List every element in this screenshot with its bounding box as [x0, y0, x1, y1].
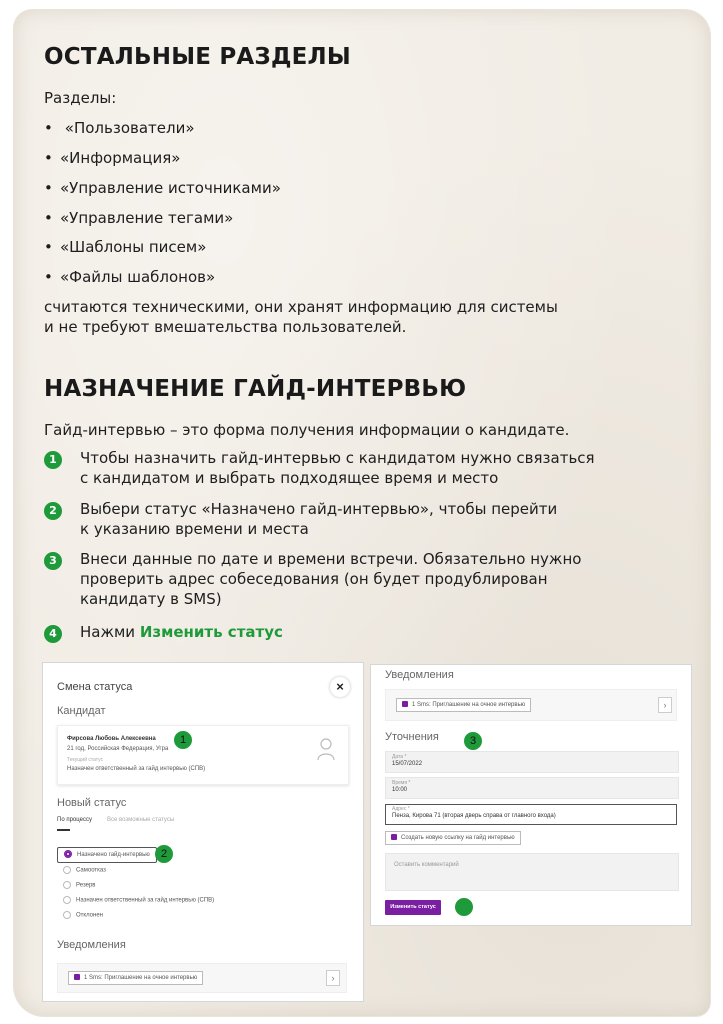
option-label: Резерв [76, 882, 96, 889]
radio-icon [63, 911, 71, 919]
notifications-panel [385, 689, 677, 721]
marker-badge: 4 [455, 898, 473, 916]
step-text: Чтобы назначить гайд-интервью с кандидатом нужно связаться с кандидатом и выбрать подходящее время и место [80, 449, 595, 487]
time-label: Время * [392, 780, 411, 786]
checkbox-label: Создать новую ссылку на гайд интервью [401, 835, 515, 841]
note-line-2: и не требуют вмешательства пользователей. [44, 318, 407, 336]
candidate-card [57, 725, 349, 785]
chevron-right-icon[interactable]: › [326, 970, 340, 986]
notifications-header: Уведомления [57, 939, 126, 951]
step-text [80, 622, 283, 642]
step-action-highlight: Изменить статус [139, 623, 283, 641]
step-number-badge: 3 [44, 552, 62, 570]
marker-badge: 3 [464, 732, 482, 750]
notification-item[interactable] [68, 971, 203, 985]
sections-intro: Разделы: [44, 89, 117, 107]
option-label: Самоотказ [76, 867, 106, 874]
option-label: Назначен ответственный за гайд интервью (СПВ) [76, 897, 215, 904]
marker-badge: 1 [174, 731, 192, 749]
new-status-header: Новый статус [57, 797, 127, 809]
list-item: • «Управление источниками» [44, 179, 281, 197]
radio-icon [64, 850, 72, 858]
radio-icon [63, 881, 71, 889]
list-item-label: «Информация» [60, 149, 181, 167]
checkbox-icon [74, 974, 80, 980]
time-value: 10:00 [392, 787, 408, 793]
screenshot-clarifications [370, 664, 692, 926]
tab-all-statuses[interactable]: Все возможные статусы [107, 817, 175, 823]
option-label: Отклонен [76, 912, 103, 919]
status-option-selected[interactable] [57, 847, 157, 863]
step-1 [44, 448, 664, 492]
current-status-value: Назначен ответственный за гайд интервью (СПВ) [67, 766, 206, 772]
close-icon[interactable]: × [330, 677, 350, 697]
status-option[interactable] [63, 866, 106, 874]
status-option[interactable] [63, 911, 103, 919]
list-item-label: «Пользователи» [64, 119, 195, 137]
address-value: Пенза, Кирова 71 (вторая дверь справа от главного входа) [392, 813, 556, 819]
list-item: • «Файлы шаблонов» [44, 268, 216, 286]
radio-icon [63, 866, 71, 874]
step-text: Выбери статус «Назначено гайд-интервью», чтобы перейти к указанию времени и места [80, 500, 558, 538]
note-line-1: считаются техническими, они хранят информацию для системы [44, 298, 558, 316]
list-item-label: «Управление тегами» [60, 209, 234, 227]
list-item-label: «Файлы шаблонов» [60, 268, 216, 286]
list-item: • «Пользователи» [44, 119, 195, 137]
step-2 [44, 499, 664, 543]
candidate-info: 21 год, Российская Федерация, Угра [67, 746, 169, 752]
candidate-header: Кандидат [57, 705, 106, 717]
step-text: Внеси данные по дате и времени встречи. Обязательно нужно проверить адрес собеседования (он будет продублирован кандидату в SMS) [80, 550, 582, 608]
list-item: • «Шаблоны писем» [44, 238, 207, 256]
checkbox-icon [391, 834, 397, 840]
section-title-other: ОСТАЛЬНЫЕ РАЗДЕЛЫ [44, 44, 351, 70]
step-number-badge: 1 [44, 451, 62, 469]
radio-icon [63, 896, 71, 904]
tab-by-process[interactable]: По процессу [57, 817, 92, 823]
address-field[interactable] [385, 804, 677, 825]
notification-item[interactable] [396, 698, 531, 712]
guide-intro: Гайд-интервью – это форма получения информации о кандидате. [44, 421, 570, 439]
clarifications-header: Уточнения [385, 731, 439, 743]
comment-textarea[interactable] [385, 853, 679, 891]
list-item-label: «Управление источниками» [60, 179, 281, 197]
user-avatar-icon [316, 736, 336, 762]
marker-badge: 2 [155, 845, 173, 863]
time-field[interactable] [385, 777, 679, 799]
tab-underline [57, 829, 70, 831]
chevron-right-icon[interactable]: › [658, 697, 672, 713]
notifications-header: Уведомления [385, 669, 454, 681]
current-status-label: Текущий статус [67, 757, 104, 763]
status-option[interactable] [63, 881, 96, 889]
candidate-name: Фирсова Любовь Алексеевна [67, 736, 156, 742]
step-number-badge: 2 [44, 502, 62, 520]
list-item: • «Управление тегами» [44, 209, 234, 227]
option-label: Назначено гайд-интервью [77, 852, 150, 858]
address-label: Адрес * [392, 806, 410, 812]
section-title-guide: НАЗНАЧЕНИЕ ГАЙД-ИНТЕРВЬЮ [44, 376, 467, 402]
list-item: • «Информация» [44, 149, 181, 167]
comment-placeholder: Оставить комментарий [394, 862, 459, 868]
step-number-badge: 4 [44, 625, 62, 643]
change-status-button[interactable]: Изменить статус [385, 900, 441, 915]
status-option[interactable] [63, 896, 214, 904]
new-link-checkbox[interactable] [385, 831, 521, 845]
step-text-prefix: Нажми [80, 623, 140, 641]
list-item-label: «Шаблоны писем» [60, 238, 207, 256]
dialog-title: Смена статуса [57, 681, 133, 693]
date-field[interactable] [385, 751, 679, 773]
notifications-panel [57, 963, 347, 993]
screenshot-status-change [42, 662, 364, 1002]
checkbox-icon [402, 701, 408, 707]
date-value: 15/07/2022 [392, 761, 423, 767]
notification-label: 1 Sms: Приглашение на очное интервью [84, 975, 198, 981]
date-label: Дата * [392, 754, 407, 760]
step-3 [44, 549, 664, 613]
step-4 [44, 622, 664, 646]
notification-label: 1 Sms: Приглашение на очное интервью [412, 702, 526, 708]
